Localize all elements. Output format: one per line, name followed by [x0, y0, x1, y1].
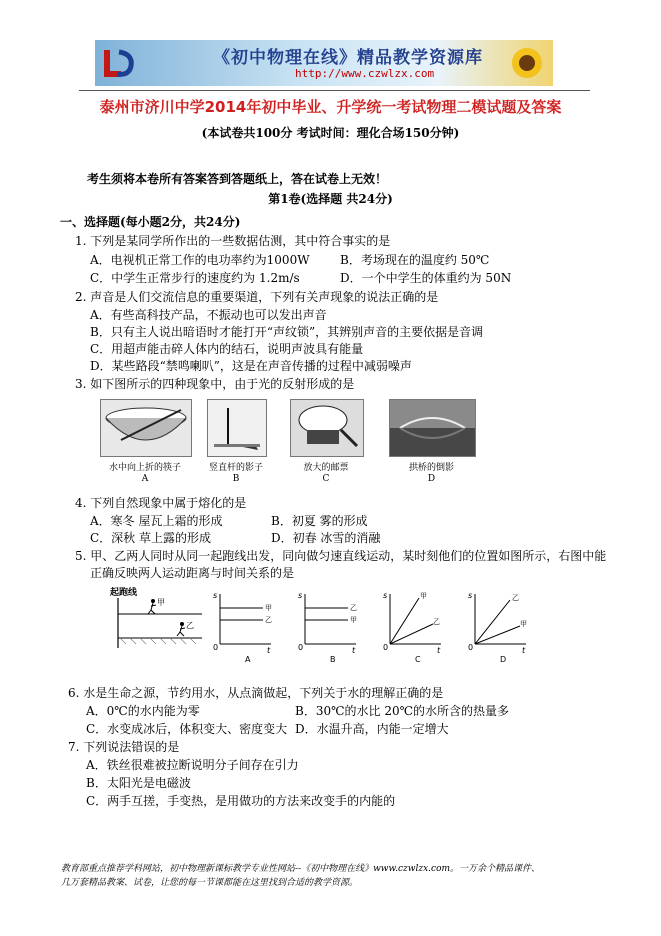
q3-caption-d: 拱桥的倒影 [408, 463, 454, 473]
q4-option-c: C．深秋 草上露的形成 [90, 531, 211, 545]
q4-option-b: B．初夏 雾的形成 [271, 514, 368, 528]
q5-runner-jia-label: 甲 [157, 598, 165, 607]
svg-text:甲: 甲 [520, 620, 527, 628]
q2-option-c: C．用超声能击碎人体内的结石，说明声波具有能量 [90, 342, 364, 356]
banner-url[interactable]: http://www.czwlzx.com [295, 67, 435, 80]
sunflower-icon [505, 42, 549, 84]
q1-option-b: B．考场现在的温度约 50℃ [340, 253, 490, 267]
banner-title: 《初中物理在线》精品教学资源库 [213, 48, 483, 68]
svg-text:t: t [267, 646, 271, 655]
q5-graph-c-letter: C [415, 655, 421, 664]
q3-figure-b [207, 399, 267, 457]
site-logo-icon [101, 44, 141, 82]
q5-graph-c [375, 586, 445, 664]
q2-stem: 2. 声音是人们交流信息的重要渠道，下列有关声现象的说法正确的是 [75, 290, 439, 304]
q4-option-d: D．初春 冰雪的消融 [271, 531, 381, 545]
q2-option-b: B．只有主人说出暗语时才能打开“声纹锁”，其辨别声音的主要依据是音调 [90, 325, 484, 339]
q5-stem-line2: 正确反映两人运动距离与时间关系的是 [90, 566, 295, 580]
svg-text:甲: 甲 [420, 592, 427, 600]
q3-figure-a [100, 399, 192, 457]
q7-stem: 7. 下列说法错误的是 [68, 740, 180, 754]
q1-stem: 1. 下列是某同学所作出的一些数据估测，其中符合事实的是 [75, 234, 391, 248]
q3-letter-b: B [232, 474, 240, 484]
q2-option-a: A．有些高科技产品，不振动也可以发出声音 [90, 308, 327, 322]
q5-stem-line1: 5. 甲、乙两人同时从同一起跑线出发，同向做匀速直线运动，某时刻他们的位置如图所示，右图中能 [75, 549, 607, 563]
svg-text:t: t [437, 646, 441, 655]
svg-text:乙: 乙 [512, 594, 519, 602]
q3-letter-c: C [322, 474, 330, 484]
q6-option-a: A．0℃的水内能为零 [86, 704, 200, 718]
svg-text:甲: 甲 [350, 616, 357, 624]
q2-option-d: D．某些路段“禁鸣喇叭”，这是在声音传播的过程中减弱噪声 [90, 359, 412, 373]
q1-option-d: D．一个中学生的体重约为 50N [340, 271, 512, 285]
header-divider [79, 90, 590, 91]
exam-title: 泰州市济川中学2014年初中毕业、升学统一考试物理二模试题及答案 [99, 98, 562, 116]
q7-option-a: A．铁丝很难被拉断说明分子间存在引力 [86, 758, 299, 772]
exam-notice: 考生须将本卷所有答案答到答题纸上，答在试卷上无效！ [87, 172, 388, 186]
q3-caption-b: 竖直杆的影子 [208, 463, 263, 473]
q1-option-a: A．电视机正常工作的电功率约为1000W [90, 253, 310, 267]
q5-graph-a-letter: A [245, 655, 251, 664]
q3-caption-c: 放大的邮票 [303, 463, 349, 473]
q5-runner-yi-label: 乙 [186, 621, 194, 630]
q6-option-b: B．30℃的水比 20℃的水所含的热量多 [295, 704, 510, 718]
svg-text:乙: 乙 [265, 616, 272, 624]
q5-graph-b-letter: B [330, 655, 336, 664]
section-heading: 一、选择题(每小题2分，共24分) [60, 215, 241, 229]
q5-graph-d [460, 586, 530, 664]
svg-text:t: t [522, 646, 526, 655]
exam-subtitle: (本试卷共100分 考试时间：理化合场150分钟) [201, 126, 460, 140]
q6-stem: 6. 水是生命之源，节约用水，从点滴做起，下列关于水的理解正确的是 [68, 686, 444, 700]
q6-option-d: D．水温升高，内能一定增大 [295, 722, 449, 736]
q3-stem: 3. 如下图所示的四种现象中，由于光的反射形成的是 [75, 377, 355, 391]
svg-text:乙: 乙 [350, 604, 357, 612]
q4-stem: 4. 下列自然现象中属于熔化的是 [75, 496, 247, 510]
svg-text:s: s [213, 591, 218, 600]
q3-figure-d [389, 399, 476, 457]
q6-option-c: C．水变成冰后，体积变大、密度变大 [86, 722, 288, 736]
svg-text:0: 0 [213, 643, 219, 652]
svg-text:s: s [383, 591, 388, 600]
header-banner [95, 40, 553, 86]
q3-caption-a: 水中向上折的筷子 [108, 463, 181, 473]
q3-letter-d: D [427, 474, 436, 484]
q1-option-c: C．中学生正常步行的速度约为 1.2m/s [90, 271, 300, 285]
page-footer [61, 862, 601, 890]
q3-figure-c [290, 399, 364, 457]
q7-option-c: C．两手互搓，手变热，是用做功的方法来改变手的内能的 [86, 794, 396, 808]
svg-text:乙: 乙 [433, 618, 440, 626]
svg-text:0: 0 [383, 643, 389, 652]
svg-text:0: 0 [298, 643, 304, 652]
footer-line-1: 教育部重点推荐学科网站，初中物理新课标教学专业性网站--《初中物理在线》www.czwlzx.com。一万余个精品课件、 [61, 864, 541, 874]
svg-text:甲: 甲 [265, 604, 272, 612]
svg-text:0: 0 [468, 643, 474, 652]
q7-option-b: B．太阳光是电磁波 [86, 776, 191, 790]
footer-line-2: 几万套精品教案、试卷，让您的每一节课都能在这里找到合适的教学资源。 [61, 878, 359, 888]
q5-runners-figure [110, 586, 205, 651]
q3-letter-a: A [141, 474, 149, 484]
svg-text:s: s [298, 591, 303, 600]
q5-graph-d-letter: D [500, 655, 507, 664]
q5-graph-a [205, 586, 275, 664]
q4-option-a: A．寒冬 屋瓦上霜的形成 [90, 514, 223, 528]
q5-graph-b [290, 586, 360, 664]
q5-start-line-label: 起跑线 [110, 588, 138, 598]
part-heading: 第1卷(选择题 共24分) [268, 192, 393, 206]
svg-text:t: t [352, 646, 356, 655]
svg-text:s: s [468, 591, 473, 600]
